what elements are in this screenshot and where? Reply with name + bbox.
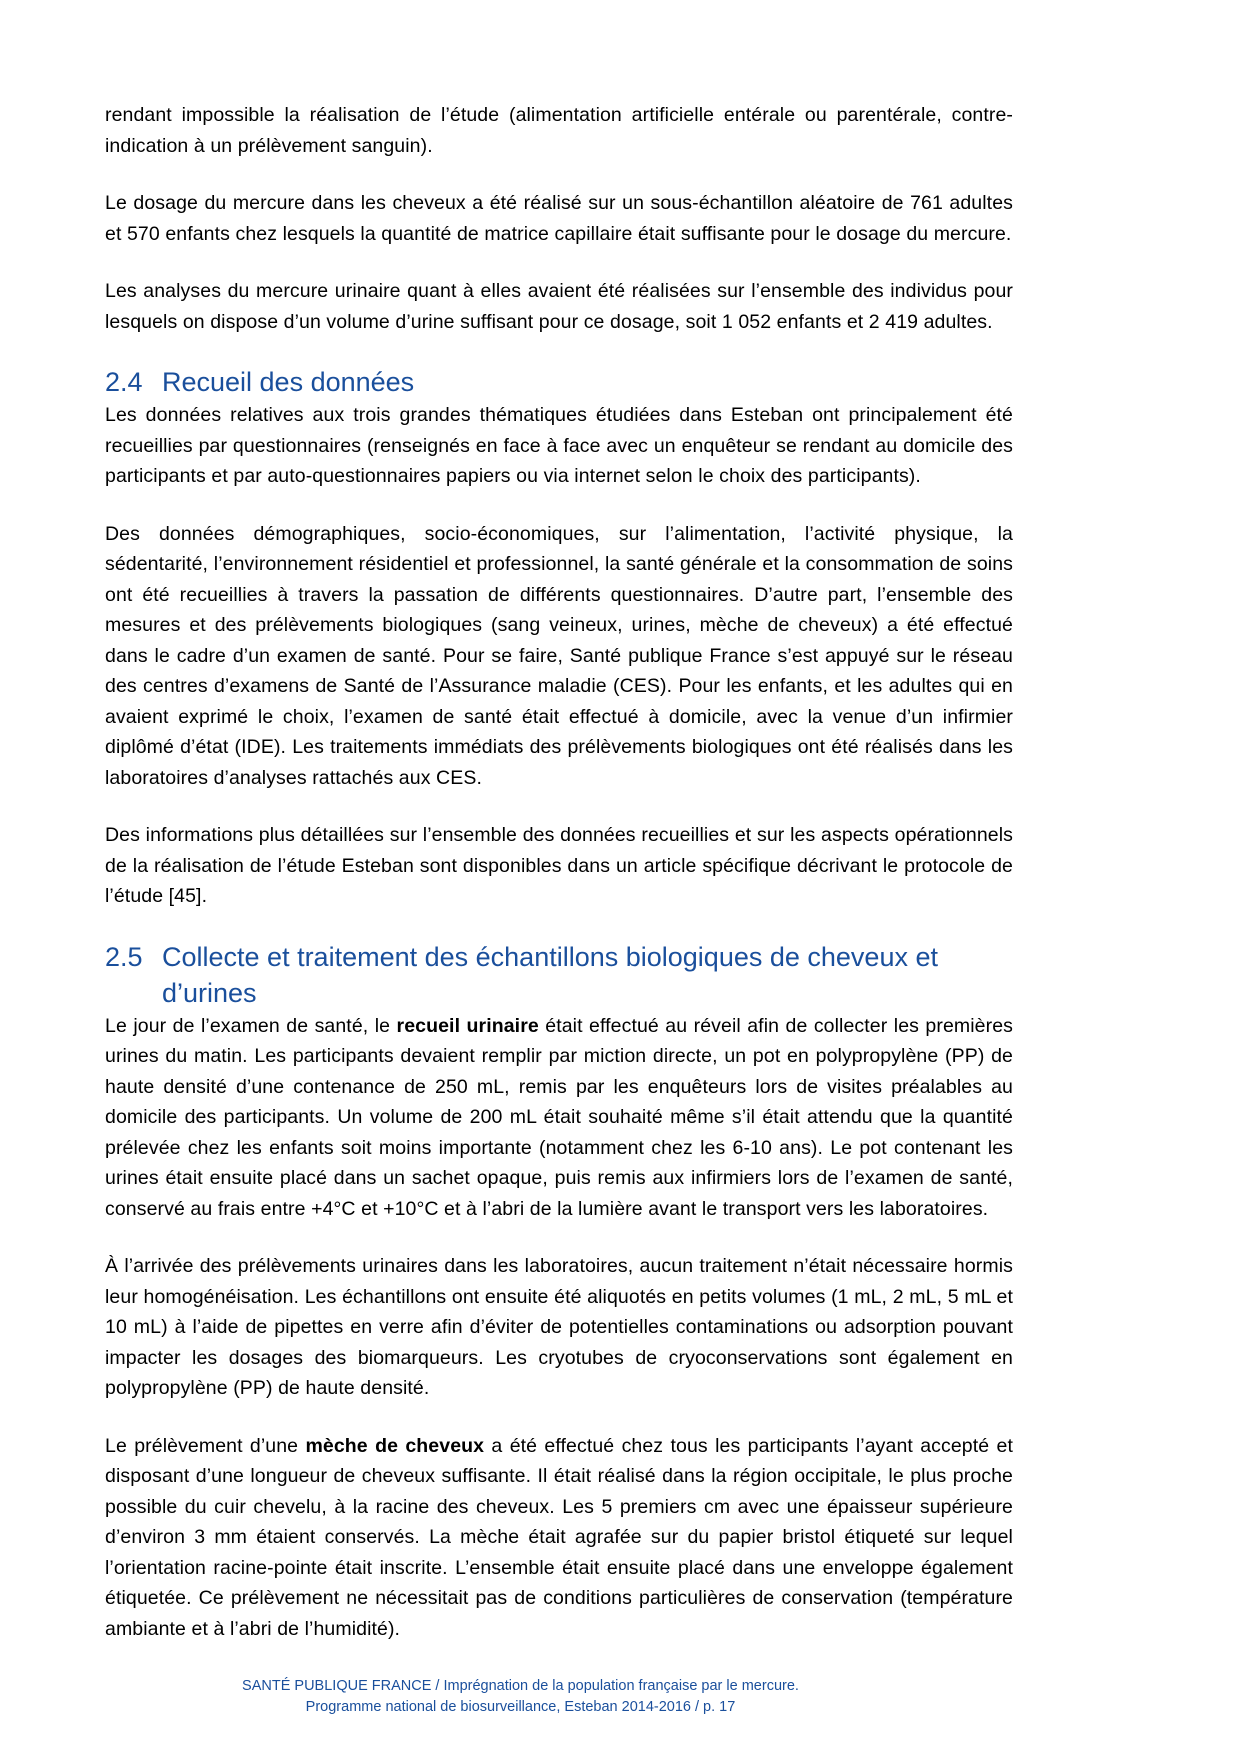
section-number-2-4: 2.4 [105, 367, 143, 397]
section-title-2-4: Recueil des données [162, 367, 415, 397]
paragraph-protocol-reference: Des informations plus détaillées sur l’ensemble des données recueillies et sur les aspects opérationnels de la réalisation de l’étude Esteban sont disponibles dans un article spécifique décrivant le protocole de l’étude [45]. [105, 824, 1013, 907]
term-meche-de-cheveux: mèche de cheveux [305, 1434, 485, 1457]
paragraph-urine-collection [105, 1011, 1013, 1225]
page-footer [0, 1676, 1241, 1718]
paragraph-hair-sampling [105, 1431, 1013, 1645]
section-number-2-5: 2.5 [105, 941, 143, 972]
paragraph-hair-mercury-subsample: Le dosage du mercure dans les cheveux a été réalisé sur un sous-échantillon aléatoire de 761 adultes et 570 enfants chez lesquels la quantité de matrice capillaire était suffisante pour le dosage du mercure. [105, 192, 1013, 245]
paragraph-lab-handling: À l’arrivée des prélèvements urinaires dans les laboratoires, aucun traitement n’était nécessaire hormis leur homogénéisation. Les échantillons ont ensuite été aliquotés en petits volumes (1 mL, 2 mL, 5 mL et 10 mL) à l’aide de pipettes en verre afin d’éviter de potentielles contaminations ou adsorption pouvant impacter les dosages des biomarqueurs. Les cryotubes de cryoconservations sont également en polypropylène (PP) de haute densité. [105, 1255, 1013, 1399]
paragraph-demographic-data: Des données démographiques, socio-économiques, sur l’alimentation, l’activité physique, la sédentarité, l’environnement résidentiel et professionnel, la santé générale et la consommation de soins ont été recueillies à travers la passation de différents questionnaires. D’autre part, l’ensemble des mesures et des prélèvements biologiques (sang veineux, urines, mèche de cheveux) a été effectué dans le cadre d’un examen de santé. Pour se faire, Santé publique France s’est appuyé sur le réseau des centres d’examens de Santé de l’Assurance maladie (CES). Pour les enfants, et les adultes qui en avaient exprimé le choix, l’examen de santé était effectué à domicile, avec la venue d’un infirmier diplômé d’état (IDE). Les traitements immédiats des prélèvements biologiques ont été réalisés dans les laboratoires d’analyses rattachés aux CES. [105, 522, 1013, 789]
page-content [105, 100, 1013, 1644]
paragraph-urine-collection-post: était effectué au réveil afin de collecter les premières urines du matin. Les participants devaient remplir par miction directe, un pot en polypropylène (PP) de haute densité d’une contenance de 250 mL, remis par les enquêteurs lors de visites préalables au domicile des participants. Un volume de 200 mL était souhaité même s’il était attendu que la quantité prélevée chez les enfants soit moins importante (notamment chez les 6-10 ans). Le pot contenant les urines était ensuite placé dans un sachet opaque, puis remis aux infirmiers lors de l’examen de santé, conservé au frais entre +4°C et +10°C et à l’abri de la lumière avant le transport vers les laboratoires. [105, 1014, 1013, 1220]
paragraph-hair-sampling-pre: Le prélèvement d’une [105, 1434, 306, 1457]
paragraph-intro-exclusion: rendant impossible la réalisation de l’étude (alimentation artificielle entérale ou parentérale, contre-indication à un prélèvement sanguin). [105, 104, 1013, 157]
footer-line-2: Programme national de biosurveillance, Esteban 2014-2016 / p. 17 [305, 1699, 736, 1715]
footer-line-1: SANTÉ PUBLIQUE FRANCE / Imprégnation de la population française par le mercure. [242, 1678, 799, 1694]
paragraph-urine-collection-pre: Le jour de l’examen de santé, le [105, 1014, 397, 1037]
paragraph-urinary-mercury-analyses: Les analyses du mercure urinaire quant à elles avaient été réalisées sur l’ensemble des individus pour lesquels on dispose d’un volume d’urine suffisant pour ce dosage, soit 1 052 enfants et 2 419 adultes. [105, 280, 1013, 333]
paragraph-hair-sampling-post: a été effectué chez tous les participants l’ayant accepté et disposant d’une longueur de cheveux suffisante. Il était réalisé dans la région occipitale, le plus proche possible du cuir chevelu, à la racine des cheveux. Les 5 premiers cm avec une épaisseur supérieure d’environ 3 mm étaient conservés. La mèche était agrafée sur du papier bristol étiqueté sur lequel l’orientation racine-pointe était inscrite. L’ensemble était ensuite placé dans une enveloppe également étiquetée. Ce prélèvement ne nécessitait pas de conditions particulières de conservation (température ambiante et à l’abri de l’humidité). [105, 1434, 1013, 1640]
section-heading-2-4 [105, 364, 1013, 400]
section-heading-2-5 [105, 939, 1013, 1011]
section-title-2-5: Collecte et traitement des échantillons biologiques de cheveux et d’urines [162, 941, 938, 1008]
paragraph-data-collection-questionnaires: Les données relatives aux trois grandes thématiques étudiées dans Esteban ont principalement été recueillies par questionnaires (renseignés en face à face avec un enquêteur se rendant au domicile des participants et par auto-questionnaires papiers ou via internet selon le choix des participants). [105, 404, 1013, 487]
term-recueil-urinaire: recueil urinaire [396, 1014, 539, 1037]
